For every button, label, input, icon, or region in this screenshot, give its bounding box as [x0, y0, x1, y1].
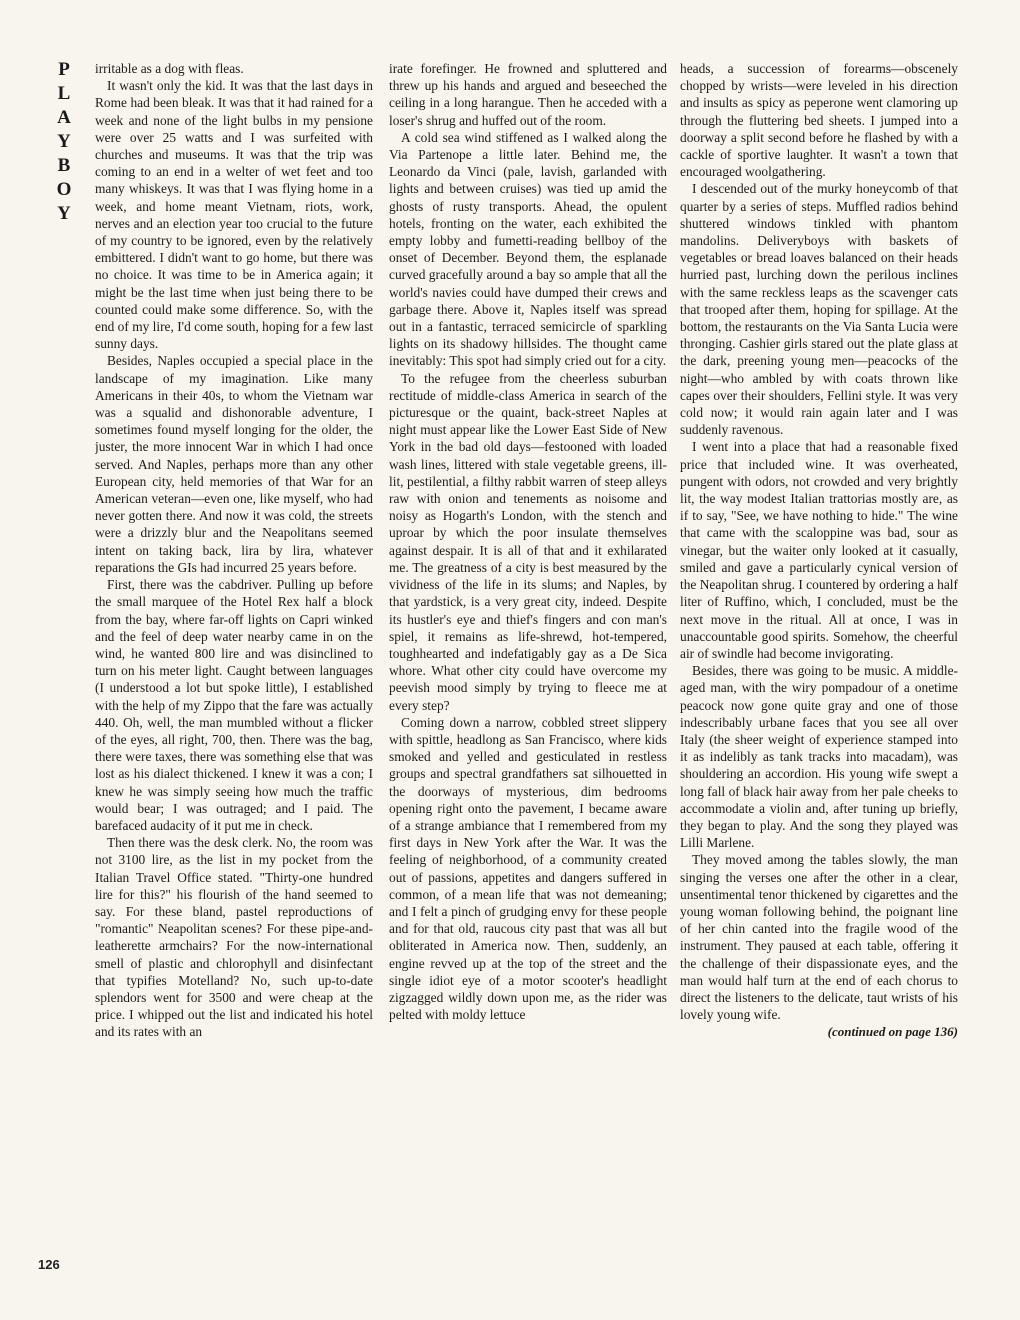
paragraph: To the refugee from the cheerless suburban rectitude of middle-class America in search of the picturesque or the quaint, back-street Naples at night must appear like the Lower East Side of New York in the bad old days—festooned with loaded wash lines, littered with stale vegetable greens, ill-lit, pestilential, a filthy rabbit warren of steep alleys raw with onion and tenements as noisome and noisy as Hogarth's London, with the stench and uproar by which the poor insulate themselves against despair. It is all of that and it exhilarated me. The greatness of a city is best measured by the vividness of the life in its slums; and Naples, by that yardstick, is a very great city, indeed. Despite its hustler's eye and thief's fingers and con man's spiel, it remains as life-shrewd, hot-tempered, toughhearted and indefatigably gay as a De Sica whore. What other city could have overcome my peevish mood simply by trying to fleece me at every step?: [389, 370, 667, 713]
continued-on-note: (continued on page 136): [827, 1024, 958, 1040]
paragraph: irritable as a dog with fleas.: [95, 61, 244, 76]
article-column-1: [95, 60, 373, 1280]
article-column-3: [680, 60, 958, 1280]
masthead-letter: P: [58, 59, 70, 80]
paragraph: heads, a succession of forearms—obscenely chopped by wrists—were leveled in his direction and insults as spicy as peperone went clamoring up through the fluttering bed sheets. I jumped into a doorway a split second before he flashed by with a cackle of sportive laughter. It wasn't a town that encouraged woolgathering.: [680, 61, 958, 180]
paragraph: It wasn't only the kid. It was that the last days in Rome had been bleak. It was that it had rained for a week and none of the light bulbs in my pensione were over 25 watts and I was surfeited with churches and museums. It was that the trip was coming to an end in a welter of wet feet and too many whiskeys. It was that I was flying home in a week, and home meant Vietnam, riots, work, nerves and an election year too crucial to the future of my country to be ignored, even by the relatively embittered. I didn't want to go home, but there was no choice. It was time to be in America again; it might be the last time when just being there to be counted could make some difference. So, with the end of my lire, I'd come south, hoping for a few last sunny days.: [95, 78, 373, 352]
magazine-masthead: [54, 58, 74, 226]
paragraph: Besides, Naples occupied a special place in the landscape of my imagination. Like many Americans in their 40s, to whom the Vietnam war was a squalid and dishonorable adventure, I sometimes found myself longing for the older, the juster, the more innocent War in which I had once served. And Naples, perhaps more than any other European city, held memories of that War for an American veteran—even one, like myself, who had never gotten there. And now it was cold, the streets were a drizzly blur and the Neapolitans seemed intent on taking back, lira by lira, whatever reparations the GIs had incurred 25 years before.: [95, 353, 373, 575]
masthead-letter: Y: [57, 203, 71, 224]
paragraph: I descended out of the murky honeycomb of that quarter by a series of steps. Muffled radios behind shuttered windows tinkled with phantom mandolins. Deliveryboys with baskets of vegetables or bread loaves balanced on their heads hurried past, lurching down the perilous inclines with the same reckless leaps as the scavenger cats that trooped after them, hoping for spillage. At the bottom, the restaurants on the Via Santa Lucia were thronging. Cashier girls stared out the plate glass at the dark, preening young men—peacocks of the night—who ambled by with coats thrown like capes over their shoulders, Fellini style. It was very cold now; it would rain again later and I was suddenly ravenous.: [680, 181, 958, 438]
paragraph: I went into a place that had a reasonable fixed price that included wine. It was overheated, pungent with odors, not crowded and very brightly lit, the way modest Italian trattorias mostly are, as if to say, "See, we have nothing to hide." The wine that came with the scaloppine was bad, sour as vinegar, but the waiter only looked at it casually, smiled and gave a particularly cynical version of the Neapolitan shrug. I countered by ordering a half liter of Ruffino, which, I concluded, must be the next move in the ritual. All at once, I was in unaccountable good spirits. Somehow, the cheerful air of swindle had become invigorating.: [680, 439, 958, 661]
article-column-2: [389, 60, 667, 1280]
paragraph: They moved among the tables slowly, the man singing the verses one after the other in a clear, unsentimental tenor thickened by cigarettes and the young woman following behind, the poignant line of her chin canted into the fragile wood of the instrument. They paused at each table, offering it the challenge of their dispassionate eyes, and the man would half turn at the end of each chorus to direct the listeners to the delicate, taut wrists of his lovely young wife.: [680, 852, 958, 1023]
page-number: 126: [38, 1257, 60, 1272]
paragraph: First, there was the cabdriver. Pulling up before the small marquee of the Hotel Rex half a block from the bay, where far-off lights on Capri winked and the feel of deep water nearby came in on the wind, he wanted 800 lire and was disinclined to turn on his meter light. Caught between languages (I understood a lot but spoke little), I established with the help of my Zippo that the fare was actually 440. Oh, well, the man mumbled without a flicker of the eyes, all right, 700, then. There was the bag, there were taxes, there was something else that was lost as his dialect thickened. I knew it was a con; I knew he was simply seeing how much the traffic would bear; I was outraged; and I paid. The barefaced audacity of it put me in check.: [95, 577, 373, 833]
masthead-letter: O: [56, 179, 72, 200]
paragraph: Coming down a narrow, cobbled street slippery with spittle, headlong as San Francisco, where kids smoked and yelled and gesticulated in restless groups and spectral grandfathers sat silhouetted in the doorways of mysterious, dim bedrooms opening right onto the pavement, I became aware of a strange ambiance that I remembered from my first days in New York after the War. It was the feeling of neighborhood, of a community created out of passions, appetites and dangers suffered in common, of a mean life that was not demeaning; and I felt a pinch of grudging envy for these people and for that old, raucous city past that was all but obliterated in America now. Then, suddenly, an engine revved up at the top of the street and the single idiot eye of a motor scooter's headlight zigzagged wildly down upon me, as the rider was pelted with moldy lettuce: [389, 714, 667, 1023]
paragraph: irate forefinger. He frowned and spluttered and threw up his hands and argued and beseeched the ceiling in a long harangue. Then he acceded with a loser's shrug and huffed out of the room.: [389, 61, 667, 128]
masthead-letter: A: [57, 107, 71, 128]
paragraph: Then there was the desk clerk. No, the room was not 3100 lire, as the list in my pocket from the Italian Travel Office stated. "Thirty-one hundred lire for this?" his flourish of the hand seemed to say. For these bland, pastel reproductions of "romantic" Neapolitan scenes? For these pipe-and-leatherette armchairs? For the now-international smell of plastic and chlorophyll and disinfectant that typifies Motelland? No, such up-to-date splendors went for 3500 and were cheap at the price. I whipped out the list and indicated his hotel and its rates with an: [95, 835, 373, 1040]
paragraph: A cold sea wind stiffened as I walked along the Via Partenope a little later. Behind me, the Leonardo da Vinci (pale, lavish, garlanded with lights and between cruises) was tied up amid the ghosts of rusty transports. Ahead, the opulent hotels, fronting on the water, each exhibited the empty lobby and fumetti-reading bellboy of the onset of December. Beyond them, the esplanade curved gracefully around a bay so ample that all the world's navies could have dumped their crews and garbage there. Above it, Naples itself was spread out in a fantastic, terraced semicircle of sparkling lights on its shadowy hillsides. The thought came inevitably: This spot had simply cried out for a city.: [389, 129, 667, 369]
masthead-letter: Y: [57, 131, 71, 152]
masthead-letter: L: [57, 83, 71, 104]
paragraph: Besides, there was going to be music. A middle-aged man, with the wiry pompadour of a onetime peacock now gone quite gray and one of those indescribably urbane faces that you see all over Italy (the sheer weight of experience stamped into it as indelibly as tank tracks into macadam), was shouldering an accordion. His young wife swept a long fall of black hair away from her pale cheeks to accommodate a violin and, after tuning up briefly, they began to play. And the song they played was Lilli Marlene.: [680, 663, 958, 851]
masthead-letter: B: [57, 155, 71, 176]
